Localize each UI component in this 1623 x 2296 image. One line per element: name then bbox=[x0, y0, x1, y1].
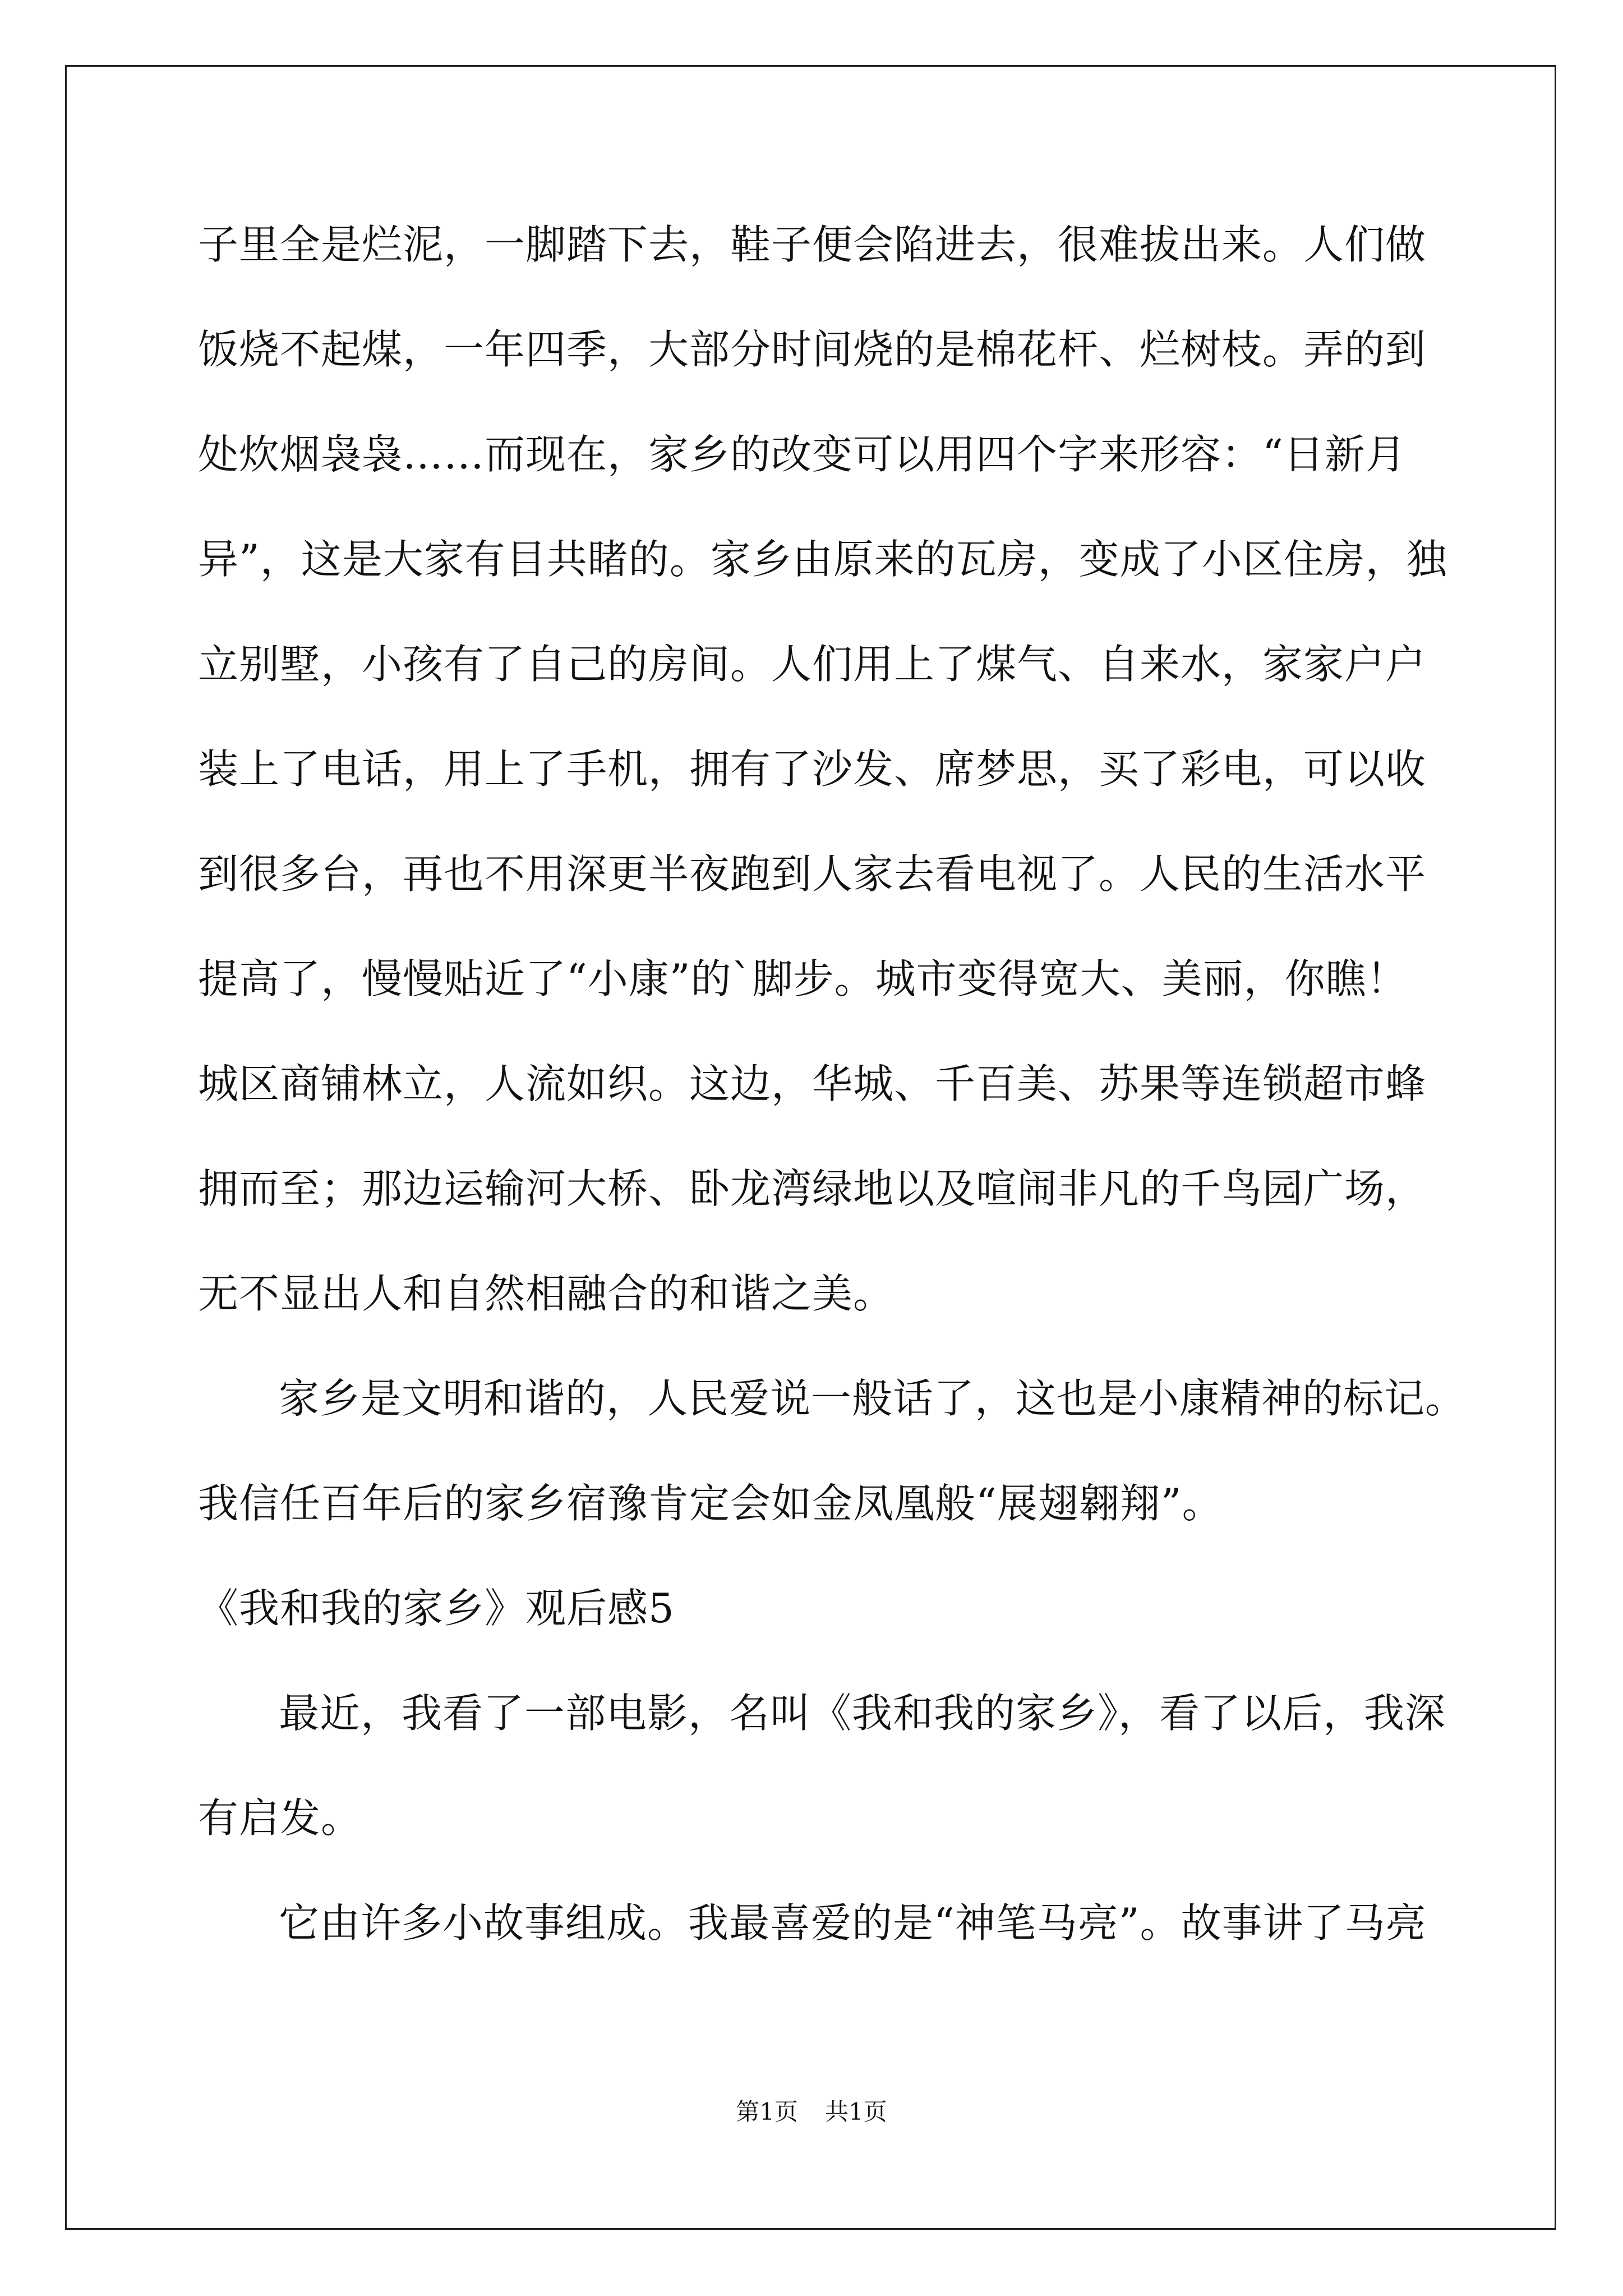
paragraph-start-line: 它由许多小故事组成。我最喜爱的是“神笔马亮”。故事讲了马亮 bbox=[279, 1899, 1427, 1947]
text-line: 到很多台，再也不用深更半夜跑到人家去看电视了。人民的生活水平 bbox=[198, 850, 1427, 898]
paragraph-start-line: 家乡是文明和谐的，人民爱说一般话了，这也是小康精神的标记。 bbox=[279, 1375, 1467, 1422]
paragraph-start-line: 最近，我看了一部电影，名叫《我和我的家乡》，看了以后，我深 bbox=[279, 1690, 1446, 1737]
text-line: 装上了电话，用上了手机，拥有了沙发、席梦思，买了彩电，可以收 bbox=[198, 746, 1427, 793]
text-line: 饭烧不起煤，一年四季，大部分时间烧的是棉花杆、烂树枝。弄的到 bbox=[198, 326, 1427, 373]
text-line: 立别墅，小孩有了自己的房间。人们用上了煤气、自来水，家家户户 bbox=[198, 641, 1427, 688]
text-line: 提高了，慢慢贴近了“小康”的`脚步。城市变得宽大、美丽，你瞧！ bbox=[198, 955, 1408, 1002]
section-heading: 《我和我的家乡》观后感5 bbox=[198, 1585, 675, 1632]
page-total: 共1页 bbox=[825, 2098, 887, 2125]
text-line: 拥而至；那边运输河大桥、卧龙湾绿地以及喧闹非凡的千鸟园广场， bbox=[198, 1165, 1427, 1212]
text-line: 子里全是烂泥，一脚踏下去，鞋子便会陷进去，很难拔出来。人们做 bbox=[198, 221, 1427, 268]
page-number: 第1页 bbox=[736, 2098, 798, 2125]
text-line: 异”，这是大家有目共睹的。家乡由原来的瓦房，变成了小区住房，独 bbox=[198, 536, 1447, 583]
text-line: 有启发。 bbox=[198, 1795, 362, 1842]
text-line: 我信任百年后的家乡宿豫肯定会如金凤凰般“展翅翱翔”。 bbox=[198, 1480, 1223, 1527]
text-line: 处炊烟袅袅……而现在，家乡的改变可以用四个字来形容：“日新月 bbox=[198, 431, 1407, 478]
text-line: 城区商铺林立，人流如织。这边，华城、千百美、苏果等连锁超市蜂 bbox=[198, 1060, 1427, 1107]
text-line: 无不显出人和自然相融合的和谐之美。 bbox=[198, 1270, 895, 1317]
page-footer bbox=[0, 2095, 1623, 2129]
